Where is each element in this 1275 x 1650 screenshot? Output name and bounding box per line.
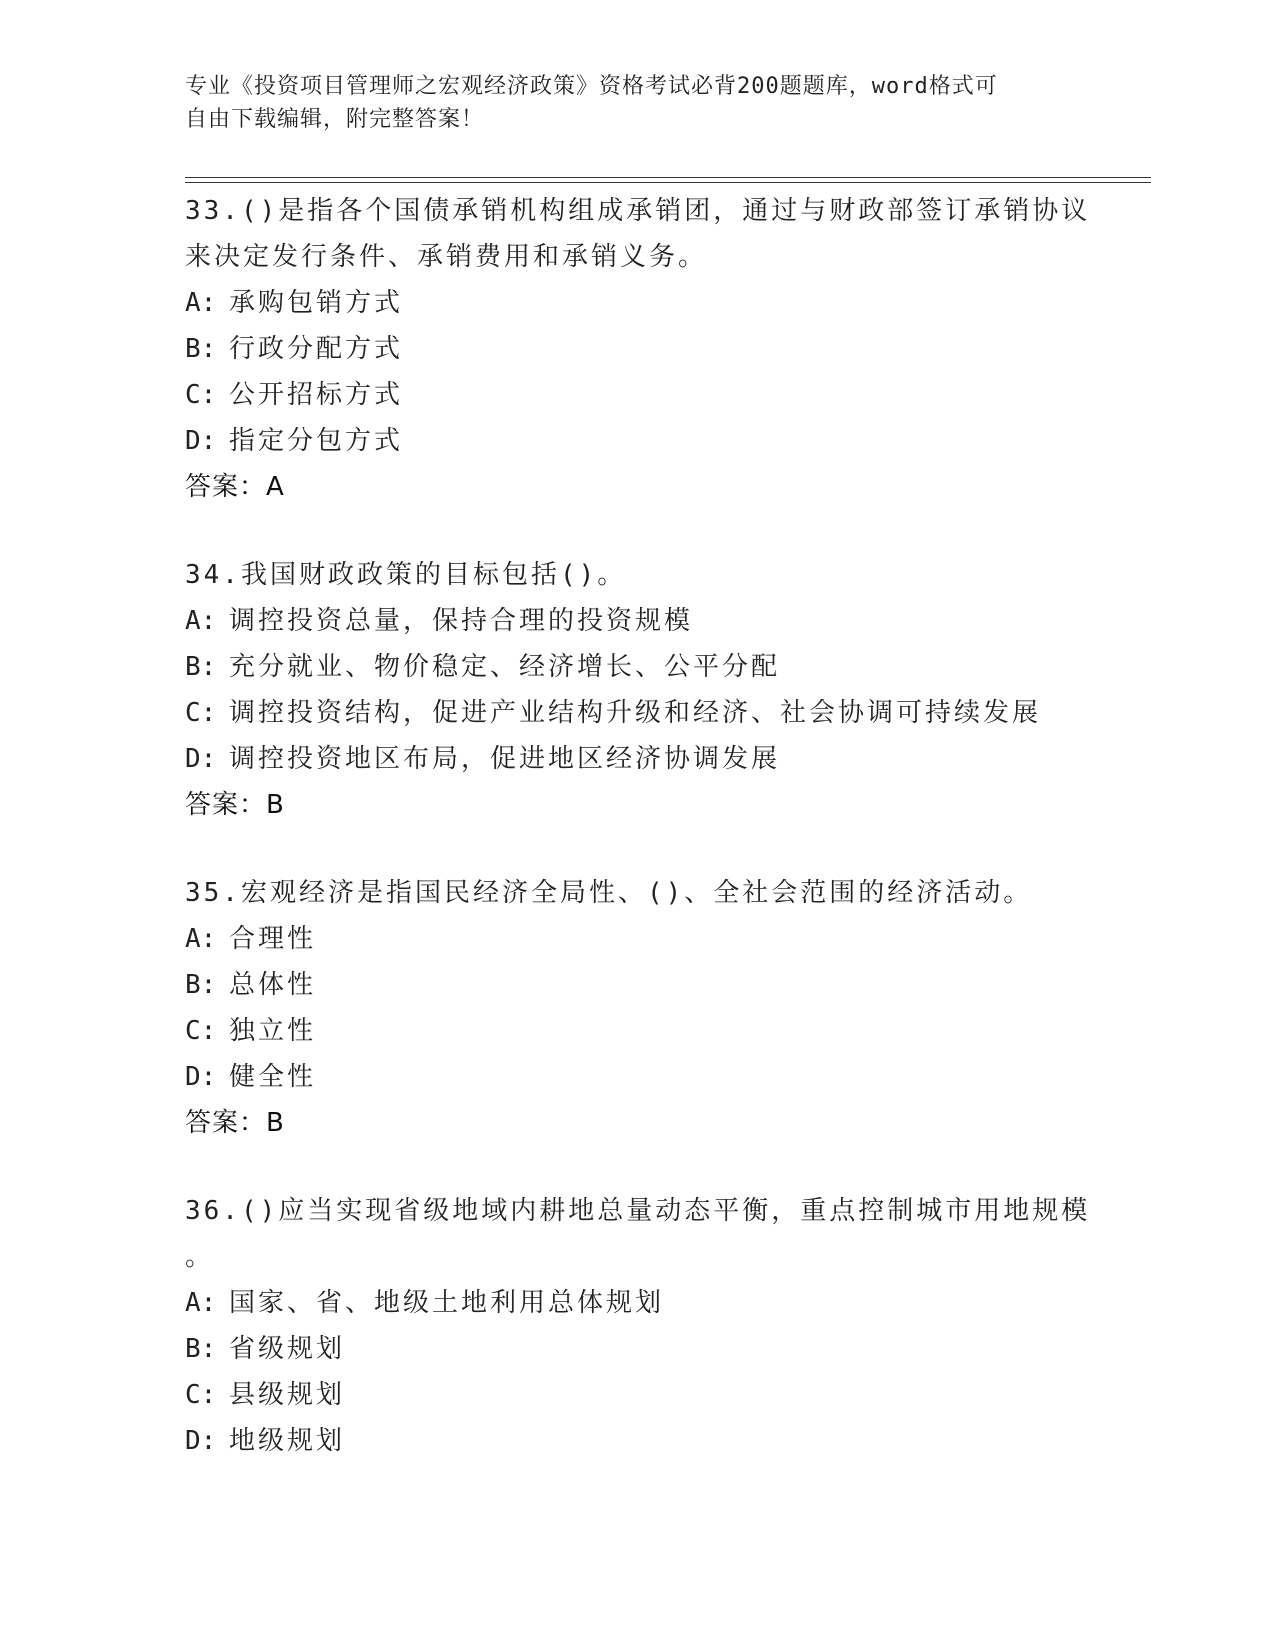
option-text: 省级规划	[229, 1334, 346, 1364]
option-a	[185, 280, 1105, 326]
option-key: D:	[185, 744, 217, 774]
question-stem-line: 。	[185, 1242, 215, 1272]
option-text: 行政分配方式	[229, 334, 404, 364]
option-text: 国家、省、地级土地利用总体规划	[229, 1288, 665, 1318]
question-stem	[185, 1188, 1105, 1280]
header-line-2: 自由下载编辑，附完整答案！	[185, 107, 485, 132]
option-c	[185, 690, 1105, 736]
option-b	[185, 962, 1105, 1008]
option-key: B:	[185, 652, 217, 682]
option-key: A:	[185, 606, 217, 636]
question-stem-line: 33.()是指各个国债承销机构组成承销团，通过与财政部签订承销协议	[185, 196, 1091, 226]
option-key: C:	[185, 1016, 217, 1046]
option-a	[185, 598, 1105, 644]
question-stem	[185, 552, 1105, 598]
option-text: 调控投资总量，保持合理的投资规模	[229, 606, 694, 636]
option-text: 公开招标方式	[229, 380, 404, 410]
header-divider-top	[185, 177, 1151, 178]
option-key: C:	[185, 698, 217, 728]
question-stem	[185, 188, 1105, 280]
option-key: B:	[185, 334, 217, 364]
option-c	[185, 1008, 1105, 1054]
option-text: 调控投资地区布局，促进地区经济协调发展	[229, 744, 781, 774]
question-34	[185, 552, 1105, 828]
option-b	[185, 326, 1105, 372]
option-key: A:	[185, 1288, 217, 1318]
question-35	[185, 870, 1105, 1146]
question-stem-line: 36.()应当实现省级地域内耕地总量动态平衡，重点控制城市用地规模	[185, 1196, 1091, 1226]
header-line-1: 专业《投资项目管理师之宏观经济政策》资格考试必背200题题库，word格式可	[185, 74, 998, 99]
option-text: 地级规划	[229, 1426, 346, 1456]
answer-line: 答案：A	[185, 472, 285, 502]
option-key: C:	[185, 1380, 217, 1410]
option-c	[185, 1372, 1105, 1418]
answer-line: 答案：B	[185, 1108, 285, 1138]
option-text: 承购包销方式	[229, 288, 404, 318]
option-key: B:	[185, 970, 217, 1000]
option-text: 健全性	[229, 1062, 317, 1092]
option-d	[185, 736, 1105, 782]
option-b	[185, 644, 1105, 690]
option-key: A:	[185, 288, 217, 318]
option-a	[185, 916, 1105, 962]
option-text: 充分就业、物价稳定、经济增长、公平分配	[229, 652, 781, 682]
option-key: C:	[185, 380, 217, 410]
header-divider-bottom	[185, 182, 1151, 183]
question-stem-line: 34.我国财政政策的目标包括()。	[185, 560, 627, 590]
option-text: 县级规划	[229, 1380, 346, 1410]
answer-line: 答案：B	[185, 790, 285, 820]
option-key: D:	[185, 426, 217, 456]
question-stem-line: 35.宏观经济是指国民经济全局性、()、全社会范围的经济活动。	[185, 878, 1033, 908]
option-c	[185, 372, 1105, 418]
option-key: D:	[185, 1062, 217, 1092]
option-text: 调控投资结构，促进产业结构升级和经济、社会协调可持续发展	[229, 698, 1042, 728]
option-key: B:	[185, 1334, 217, 1364]
option-d	[185, 1054, 1105, 1100]
option-b	[185, 1326, 1105, 1372]
option-text: 总体性	[229, 970, 317, 1000]
question-stem	[185, 870, 1105, 916]
option-text: 指定分包方式	[229, 426, 404, 456]
option-d	[185, 418, 1105, 464]
option-d	[185, 1418, 1105, 1464]
option-text: 合理性	[229, 924, 317, 954]
option-a	[185, 1280, 1105, 1326]
document-header	[185, 70, 1065, 136]
option-key: A:	[185, 924, 217, 954]
question-stem-line: 来决定发行条件、承销费用和承销义务。	[185, 242, 708, 272]
question-36	[185, 1188, 1105, 1464]
option-text: 独立性	[229, 1016, 317, 1046]
question-33	[185, 188, 1105, 510]
option-key: D:	[185, 1426, 217, 1456]
